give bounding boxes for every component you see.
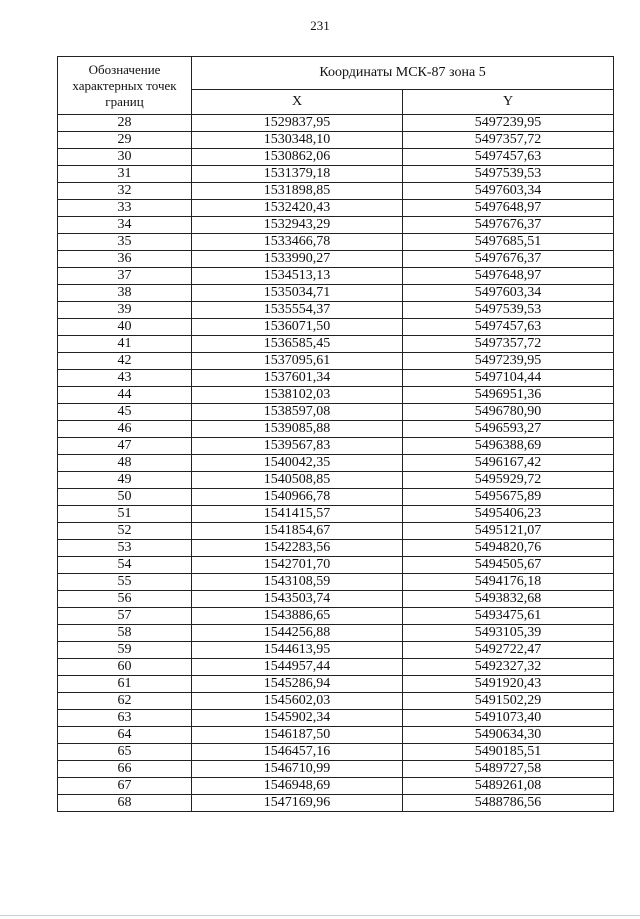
page-bottom-edge xyxy=(0,915,640,916)
y-coordinate-cell: 5497539,53 xyxy=(403,166,614,183)
table-row xyxy=(58,727,614,744)
table-row xyxy=(58,506,614,523)
y-coordinate-cell: 5497648,97 xyxy=(403,268,614,285)
y-coordinate-cell: 5497648,97 xyxy=(403,200,614,217)
x-coordinate-cell: 1536071,50 xyxy=(192,319,403,336)
table-row xyxy=(58,693,614,710)
x-coordinate-cell: 1540966,78 xyxy=(192,489,403,506)
y-coordinate-cell: 5489261,08 xyxy=(403,778,614,795)
table-row xyxy=(58,591,614,608)
point-number-cell: 42 xyxy=(58,353,192,370)
table-row xyxy=(58,421,614,438)
y-coordinate-cell: 5494505,67 xyxy=(403,557,614,574)
y-coordinate-cell: 5489727,58 xyxy=(403,761,614,778)
x-coordinate-cell: 1547169,96 xyxy=(192,795,403,812)
point-number-cell: 48 xyxy=(58,455,192,472)
x-coordinate-cell: 1545902,34 xyxy=(192,710,403,727)
x-coordinate-cell: 1537095,61 xyxy=(192,353,403,370)
y-coordinate-cell: 5497676,37 xyxy=(403,217,614,234)
x-coordinate-cell: 1546710,99 xyxy=(192,761,403,778)
y-coordinate-cell: 5497239,95 xyxy=(403,353,614,370)
x-coordinate-cell: 1537601,34 xyxy=(192,370,403,387)
point-number-cell: 49 xyxy=(58,472,192,489)
y-coordinate-cell: 5497685,51 xyxy=(403,234,614,251)
table-row xyxy=(58,438,614,455)
point-number-cell: 31 xyxy=(58,166,192,183)
point-number-cell: 66 xyxy=(58,761,192,778)
header-x: X xyxy=(192,89,403,114)
point-number-cell: 28 xyxy=(58,115,192,132)
y-coordinate-cell: 5493832,68 xyxy=(403,591,614,608)
table-row xyxy=(58,234,614,251)
point-number-cell: 44 xyxy=(58,387,192,404)
point-number-cell: 35 xyxy=(58,234,192,251)
x-coordinate-cell: 1536585,45 xyxy=(192,336,403,353)
y-coordinate-cell: 5497676,37 xyxy=(403,251,614,268)
point-number-cell: 54 xyxy=(58,557,192,574)
point-number-cell: 64 xyxy=(58,727,192,744)
y-coordinate-cell: 5496167,42 xyxy=(403,455,614,472)
header-y: Y xyxy=(403,89,614,114)
table-row xyxy=(58,676,614,693)
y-coordinate-cell: 5497603,34 xyxy=(403,183,614,200)
point-number-cell: 38 xyxy=(58,285,192,302)
point-number-cell: 65 xyxy=(58,744,192,761)
point-number-cell: 36 xyxy=(58,251,192,268)
point-number-cell: 34 xyxy=(58,217,192,234)
x-coordinate-cell: 1534513,13 xyxy=(192,268,403,285)
table-row xyxy=(58,761,614,778)
table-row xyxy=(58,472,614,489)
y-coordinate-cell: 5497239,95 xyxy=(403,115,614,132)
x-coordinate-cell: 1542701,70 xyxy=(192,557,403,574)
point-number-cell: 61 xyxy=(58,676,192,693)
point-number-cell: 52 xyxy=(58,523,192,540)
y-coordinate-cell: 5491920,43 xyxy=(403,676,614,693)
x-coordinate-cell: 1540508,85 xyxy=(192,472,403,489)
x-coordinate-cell: 1541415,57 xyxy=(192,506,403,523)
x-coordinate-cell: 1540042,35 xyxy=(192,455,403,472)
y-coordinate-cell: 5497539,53 xyxy=(403,302,614,319)
coordinates-table xyxy=(57,56,614,812)
point-number-cell: 51 xyxy=(58,506,192,523)
table-row xyxy=(58,455,614,472)
point-number-cell: 46 xyxy=(58,421,192,438)
point-number-cell: 59 xyxy=(58,642,192,659)
x-coordinate-cell: 1545286,94 xyxy=(192,676,403,693)
point-number-cell: 57 xyxy=(58,608,192,625)
y-coordinate-cell: 5497104,44 xyxy=(403,370,614,387)
x-coordinate-cell: 1543886,65 xyxy=(192,608,403,625)
table-row xyxy=(58,523,614,540)
page-number: 231 xyxy=(310,18,330,33)
table-row xyxy=(58,251,614,268)
table-row xyxy=(58,166,614,183)
y-coordinate-cell: 5490634,30 xyxy=(403,727,614,744)
table-row xyxy=(58,659,614,676)
y-coordinate-cell: 5497357,72 xyxy=(403,132,614,149)
point-number-cell: 68 xyxy=(58,795,192,812)
x-coordinate-cell: 1535034,71 xyxy=(192,285,403,302)
x-coordinate-cell: 1532943,29 xyxy=(192,217,403,234)
y-coordinate-cell: 5495121,07 xyxy=(403,523,614,540)
x-coordinate-cell: 1545602,03 xyxy=(192,693,403,710)
x-coordinate-cell: 1543503,74 xyxy=(192,591,403,608)
table-row xyxy=(58,540,614,557)
table-body xyxy=(58,115,614,812)
y-coordinate-cell: 5495675,89 xyxy=(403,489,614,506)
point-number-cell: 67 xyxy=(58,778,192,795)
table-row xyxy=(58,200,614,217)
x-coordinate-cell: 1546187,50 xyxy=(192,727,403,744)
x-coordinate-cell: 1531379,18 xyxy=(192,166,403,183)
x-coordinate-cell: 1538597,08 xyxy=(192,404,403,421)
point-number-cell: 41 xyxy=(58,336,192,353)
x-coordinate-cell: 1542283,56 xyxy=(192,540,403,557)
x-coordinate-cell: 1543108,59 xyxy=(192,574,403,591)
y-coordinate-cell: 5497357,72 xyxy=(403,336,614,353)
y-coordinate-cell: 5496780,90 xyxy=(403,404,614,421)
y-coordinate-cell: 5488786,56 xyxy=(403,795,614,812)
table-row xyxy=(58,149,614,166)
x-coordinate-cell: 1544613,95 xyxy=(192,642,403,659)
y-coordinate-cell: 5497457,63 xyxy=(403,149,614,166)
table-row xyxy=(58,217,614,234)
table-header xyxy=(58,57,614,115)
table-row xyxy=(58,642,614,659)
y-coordinate-cell: 5494176,18 xyxy=(403,574,614,591)
table-row xyxy=(58,557,614,574)
table-row xyxy=(58,574,614,591)
table-row xyxy=(58,404,614,421)
x-coordinate-cell: 1532420,43 xyxy=(192,200,403,217)
table-row xyxy=(58,115,614,132)
header-row xyxy=(58,57,614,90)
x-coordinate-cell: 1539085,88 xyxy=(192,421,403,438)
y-coordinate-cell: 5493475,61 xyxy=(403,608,614,625)
point-number-cell: 60 xyxy=(58,659,192,676)
y-coordinate-cell: 5496388,69 xyxy=(403,438,614,455)
table-row xyxy=(58,285,614,302)
point-number-cell: 55 xyxy=(58,574,192,591)
y-coordinate-cell: 5496951,36 xyxy=(403,387,614,404)
point-number-cell: 63 xyxy=(58,710,192,727)
point-number-cell: 39 xyxy=(58,302,192,319)
y-coordinate-cell: 5494820,76 xyxy=(403,540,614,557)
y-coordinate-cell: 5491073,40 xyxy=(403,710,614,727)
x-coordinate-cell: 1529837,95 xyxy=(192,115,403,132)
y-coordinate-cell: 5497603,34 xyxy=(403,285,614,302)
point-number-cell: 62 xyxy=(58,693,192,710)
table-row xyxy=(58,268,614,285)
x-coordinate-cell: 1533466,78 xyxy=(192,234,403,251)
point-number-cell: 33 xyxy=(58,200,192,217)
y-coordinate-cell: 5496593,27 xyxy=(403,421,614,438)
y-coordinate-cell: 5495929,72 xyxy=(403,472,614,489)
point-number-cell: 30 xyxy=(58,149,192,166)
y-coordinate-cell: 5493105,39 xyxy=(403,625,614,642)
point-number-cell: 58 xyxy=(58,625,192,642)
point-number-cell: 56 xyxy=(58,591,192,608)
table-row xyxy=(58,319,614,336)
y-coordinate-cell: 5492327,32 xyxy=(403,659,614,676)
x-coordinate-cell: 1544957,44 xyxy=(192,659,403,676)
point-number-cell: 47 xyxy=(58,438,192,455)
point-number-cell: 53 xyxy=(58,540,192,557)
point-number-cell: 40 xyxy=(58,319,192,336)
y-coordinate-cell: 5491502,29 xyxy=(403,693,614,710)
table-row xyxy=(58,744,614,761)
x-coordinate-cell: 1535554,37 xyxy=(192,302,403,319)
header-point-designation: Обозначение характерных точек границ xyxy=(58,57,192,115)
point-number-cell: 45 xyxy=(58,404,192,421)
y-coordinate-cell: 5490185,51 xyxy=(403,744,614,761)
table-row xyxy=(58,778,614,795)
point-number-cell: 29 xyxy=(58,132,192,149)
table-row xyxy=(58,387,614,404)
x-coordinate-cell: 1544256,88 xyxy=(192,625,403,642)
table-row xyxy=(58,370,614,387)
x-coordinate-cell: 1541854,67 xyxy=(192,523,403,540)
x-coordinate-cell: 1546457,16 xyxy=(192,744,403,761)
table-row xyxy=(58,710,614,727)
table-row xyxy=(58,625,614,642)
y-coordinate-cell: 5492722,47 xyxy=(403,642,614,659)
table-row xyxy=(58,489,614,506)
point-number-cell: 37 xyxy=(58,268,192,285)
table-row xyxy=(58,302,614,319)
y-coordinate-cell: 5497457,63 xyxy=(403,319,614,336)
point-number-cell: 50 xyxy=(58,489,192,506)
x-coordinate-cell: 1533990,27 xyxy=(192,251,403,268)
point-number-cell: 32 xyxy=(58,183,192,200)
table-row xyxy=(58,353,614,370)
x-coordinate-cell: 1546948,69 xyxy=(192,778,403,795)
point-number-cell: 43 xyxy=(58,370,192,387)
x-coordinate-cell: 1538102,03 xyxy=(192,387,403,404)
x-coordinate-cell: 1531898,85 xyxy=(192,183,403,200)
x-coordinate-cell: 1530348,10 xyxy=(192,132,403,149)
y-coordinate-cell: 5495406,23 xyxy=(403,506,614,523)
table-row xyxy=(58,336,614,353)
table-row xyxy=(58,608,614,625)
x-coordinate-cell: 1530862,06 xyxy=(192,149,403,166)
table-row xyxy=(58,183,614,200)
x-coordinate-cell: 1539567,83 xyxy=(192,438,403,455)
header-coordinates: Координаты МСК-87 зона 5 xyxy=(192,57,614,90)
table-row xyxy=(58,132,614,149)
table-row xyxy=(58,795,614,812)
